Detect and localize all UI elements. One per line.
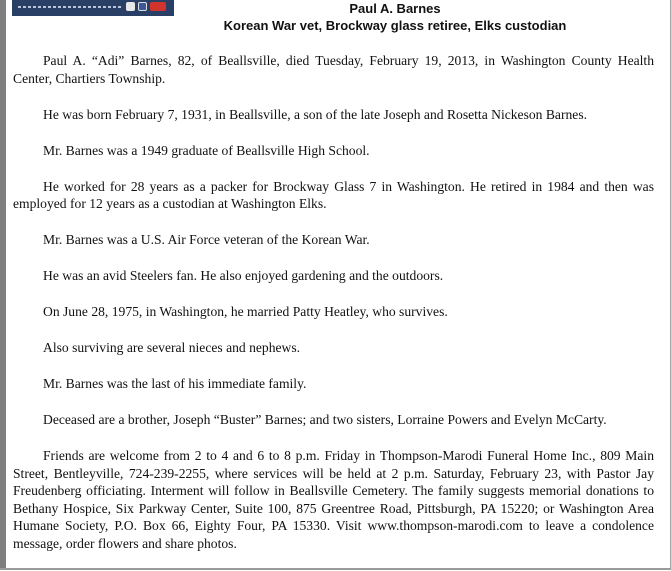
share-icon[interactable] (150, 2, 166, 11)
paragraph-birth: He was born February 7, 1931, in Beallsville, a son of the late Joseph and Rosetta Nickeson Barnes. (43, 106, 588, 122)
paragraph-deceased: Deceased are a brother, Joseph “Buster” Barnes; and two sisters, Lorraine Powers and Evelyn McCarty. (43, 412, 607, 428)
paragraph-death-notice: Paul A. “Adi” Barnes, 82, of Beallsville, died Tuesday, February 19, 2013, in Washington County Health Center, Chartiers Township. (13, 53, 654, 86)
paragraph-military: Mr. Barnes was a U.S. Air Force veteran of the Korean War. (43, 232, 370, 248)
obituary-name: Paul A. Barnes (349, 1, 441, 16)
paragraph-services: Friends are welcome from 2 to 4 and 6 to 8 p.m. Friday in Thompson-Marodi Funeral Home Inc., 809 Main Street, Bentleyville, 724-239-2255, where services will be held at 2 p.m. Saturday, February 23, with Pastor Jay Freudenberg officiating. Interment will follow in Beallsville Cemetery. The family suggests memorial donations to Bethany Hospice, Six Parkway Center, Suite 100, 875 Greentree Road, Pittsburgh, PA 15220; or Washington Area Humane Society, P.O. Box 66, Eighty Four, PA 15330. Visit www.thompson-marodi.com to leave a condolence message, order flowers and share photos. (13, 448, 654, 551)
obituary-subtitle: Korean War vet, Brockway glass retiree, Elks custodian (223, 18, 567, 33)
photo-caption-dots (18, 6, 122, 8)
paragraph-education: Mr. Barnes was a 1949 graduate of Beallsville High School. (43, 142, 370, 158)
paragraph-marriage: On June 28, 1975, in Washington, he married Patty Heatley, who survives. (43, 304, 448, 320)
obituary-body (13, 52, 654, 571)
paragraph-hobbies: He was an avid Steelers fan. He also enjoyed gardening and the outdoors. (43, 268, 444, 284)
obituary-header (180, 0, 610, 35)
paragraph-career: He worked for 28 years as a packer for Brockway Glass 7 in Washington. He retired in 1984 and then was employed for 12 years as a custodian at Washington Elks. (13, 178, 654, 212)
email-icon[interactable] (126, 2, 135, 11)
left-border (0, 0, 6, 570)
paragraph-survivors: Also surviving are several nieces and nephews. (43, 340, 301, 356)
paragraph-family: Mr. Barnes was the last of his immediate family. (43, 376, 307, 392)
facebook-icon[interactable] (138, 2, 147, 11)
photo-strip (12, 0, 174, 16)
